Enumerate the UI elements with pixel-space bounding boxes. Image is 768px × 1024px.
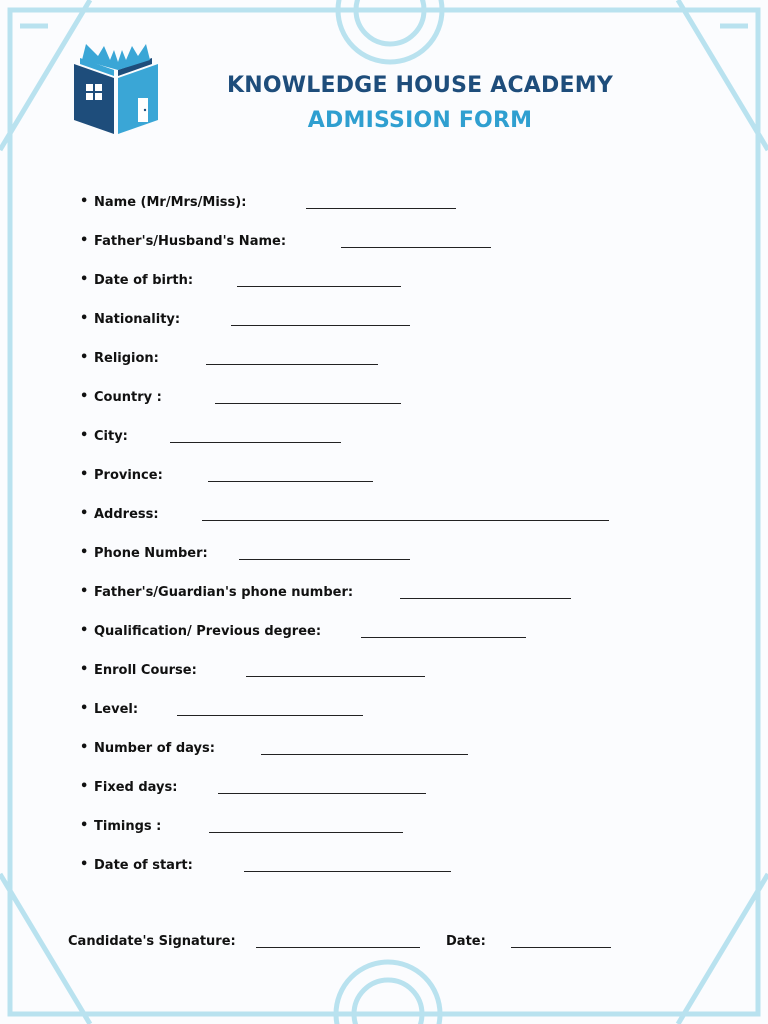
field-input-line[interactable] — [341, 247, 491, 248]
form-title: ADMISSION FORM — [307, 108, 533, 133]
field-input-line[interactable] — [261, 754, 468, 755]
field-input-line[interactable] — [177, 715, 363, 716]
field-input-line[interactable] — [361, 637, 526, 638]
field-input-line[interactable] — [218, 793, 426, 794]
field-input-line[interactable] — [246, 676, 425, 677]
field-input-line[interactable] — [231, 325, 410, 326]
field-label: Timings : — [94, 819, 162, 834]
date-label: Date: — [446, 934, 486, 949]
field-label: Nationality: — [94, 312, 181, 327]
field-label: Father's/Guardian's phone number: — [94, 585, 354, 600]
field-input-line[interactable] — [209, 832, 403, 833]
field-label: Date of start: — [94, 858, 193, 873]
field-label: Country : — [94, 390, 162, 405]
field-input-line[interactable] — [239, 559, 410, 560]
field-label: Province: — [94, 468, 163, 483]
field-input-line[interactable] — [400, 598, 571, 599]
field-label: Number of days: — [94, 741, 215, 756]
field-input-line[interactable] — [244, 871, 451, 872]
field-label: Phone Number: — [94, 546, 208, 561]
field-label: Fixed days: — [94, 780, 178, 795]
field-input-line[interactable] — [170, 442, 341, 443]
field-label: City: — [94, 429, 128, 444]
academy-name: KNOWLEDGE HOUSE ACADEMY — [227, 73, 613, 98]
date-line[interactable] — [511, 947, 611, 948]
field-input-line[interactable] — [306, 208, 456, 209]
field-label: Enroll Course: — [94, 663, 197, 678]
field-label: Name (Mr/Mrs/Miss): — [94, 195, 247, 210]
signature-label: Candidate's Signature: — [68, 934, 236, 949]
field-label: Address: — [94, 507, 159, 522]
field-input-line[interactable] — [206, 364, 378, 365]
field-label: Father's/Husband's Name: — [94, 234, 287, 249]
field-input-line[interactable] — [237, 286, 401, 287]
form-fields: • Name (Mr/Mrs/Miss): • Father's/Husband's Name: • Date of birth: • Nationality: • Religion: • Country : • City: • Province: • Address: • Phone Number: • Father's/Guardian's phone number: • Qualification/ Previous degree: • Enroll Course: • Level: • Number of days: • Fixed days: • Timings : • Date of start: — [0, 0, 768, 900]
field-label: Date of birth: — [94, 273, 194, 288]
field-input-line[interactable] — [208, 481, 373, 482]
signature-line[interactable] — [256, 947, 420, 948]
field-label: Religion: — [94, 351, 159, 366]
field-input-line[interactable] — [202, 520, 609, 521]
field-label: Level: — [94, 702, 139, 717]
field-input-line[interactable] — [215, 403, 401, 404]
field-label: Qualification/ Previous degree: — [94, 624, 322, 639]
